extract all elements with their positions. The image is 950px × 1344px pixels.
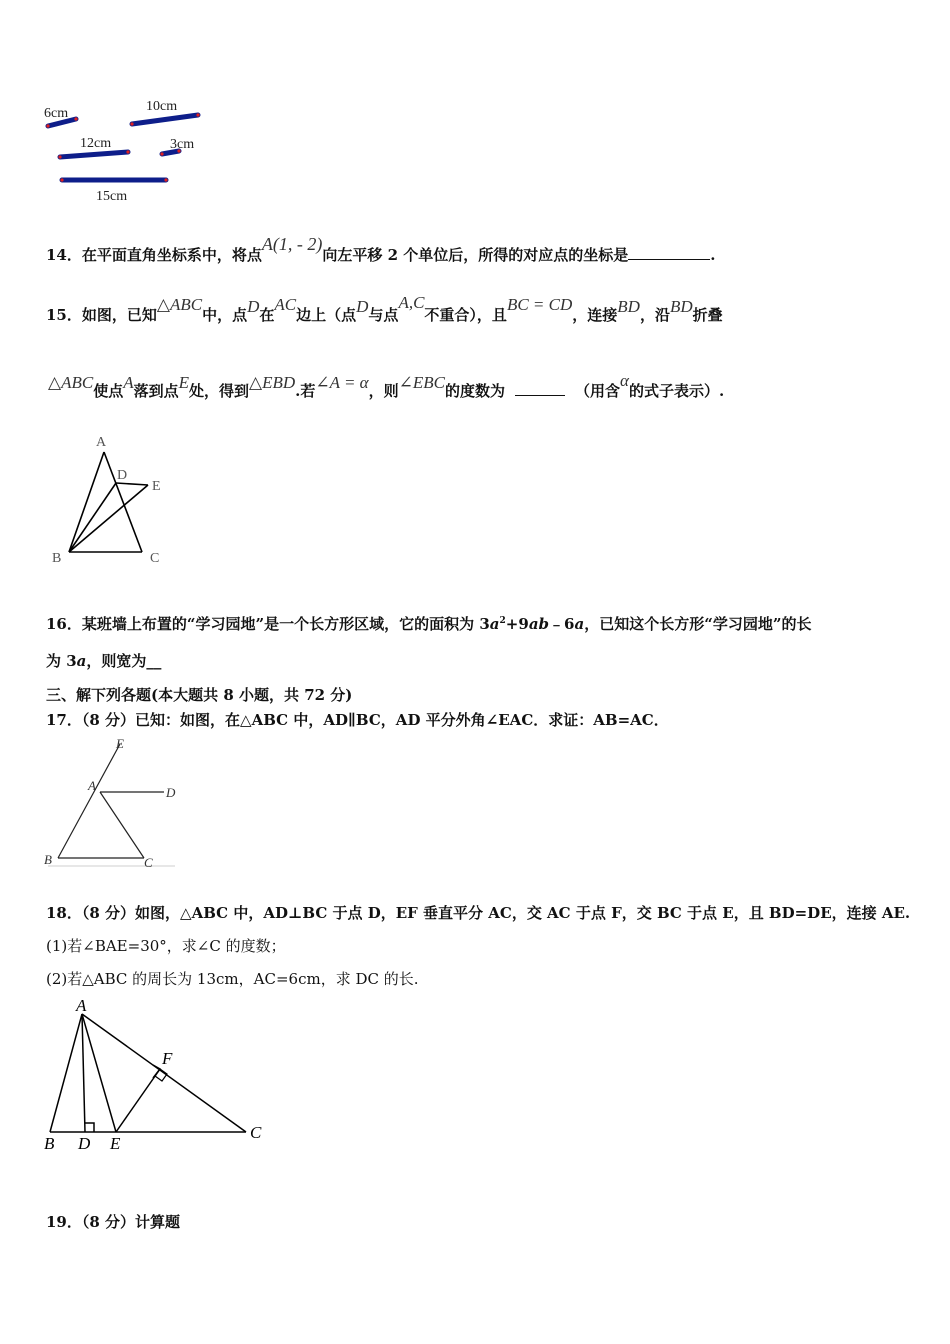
q14-point: A(1, - 2) [261,234,323,254]
q15-text-5: 与点 [368,306,399,324]
q15-text-3: 在 [259,306,275,324]
q15-text-1: 如图，已知 [81,306,157,324]
q15-angle-a-alpha: ∠A = α [315,373,369,392]
q16-text-5: 为 3 [46,652,77,670]
q15-point-e: E [178,373,189,392]
q16-text-6: ，则宽为__ [86,652,162,670]
figure-17-triangle [40,734,185,872]
question-18: 18．（8 分）如图，△ABC 中，AD⊥BC 于点 D，EF 垂直平分 AC，交 AC 于点 F，交 BC 于点 E，且 BD=DE，连接 AE. [46,904,911,922]
q15-point-a: A [123,373,134,392]
q15-text-16: （用含 [574,382,620,400]
q15-text-17: 的式子表示）. [628,382,725,400]
figure-15-triangle [44,430,174,570]
fig15-label-b: B [52,551,62,566]
q15-triangle-abc-2: △ABC [48,373,94,392]
q15-text-14: ，则 [368,382,399,400]
question-18-part-2: (2)若△ABC 的周长为 13cm，AC=6cm，求 DC 的长. [46,970,419,988]
q16-var-a-2: a [574,615,585,633]
q15-segment-bd-2: BD [669,297,693,316]
q16-var-a: a [489,615,500,633]
label-15cm: 15cm [96,189,128,204]
fig15-label-c: C [150,551,160,566]
q16-number: 16． [46,615,82,633]
label-3cm: 3cm [170,137,195,152]
question-16 [46,613,811,634]
q16-exponent: 2 [499,616,506,626]
q15-angle-ebc: ∠EBC [398,373,445,392]
q16-text-2: +9 [505,615,529,633]
q15-text-7: ，连接 [572,306,618,324]
fig18-label-e: E [110,1134,121,1153]
question-16-line-2 [46,650,161,671]
fig15-label-a: A [96,435,107,450]
q15-text-11: 落到点 [133,382,179,400]
fig18-label-c: C [250,1123,262,1142]
q16-text-4: ，已知这个长方形“学习园地”的长 [584,615,812,633]
q15-bc-equals-cd: BC = CD [506,295,573,314]
fig15-label-d: D [117,468,128,483]
q15-segment-bd: BD [617,297,640,316]
fig18-label-d: D [78,1134,91,1153]
fig17-label-c: C [144,855,153,870]
q14-answer-blank[interactable] [628,245,710,260]
q15-point-d: D [247,297,260,316]
q15-number: 15． [46,306,82,324]
q15-triangle-ebd: △EBD [249,373,296,392]
question-18-part-1: (1)若∠BAE=30°，求∠C 的度数； [46,937,286,955]
q15-answer-blank[interactable] [515,381,565,396]
q14-number: 14． [46,246,82,264]
segment-10cm [132,115,198,124]
q14-end: . [710,246,716,264]
q15-text-4: 边上（点 [296,306,357,324]
fig17-label-b: B [44,852,52,867]
q15-alpha: α [620,371,629,390]
q15-text-12: 处，得到 [189,382,250,400]
q15-text-8: ，沿 [639,306,670,324]
label-6cm: 6cm [44,106,69,121]
section-3-heading: 三、解下列各题(本大题共 8 小题，共 72 分) [46,686,353,704]
q16-var-a-3: a [76,652,87,670]
fig15-label-e: E [152,479,161,494]
q15-points-ac: A,C [398,293,425,312]
fig18-label-f: F [162,1049,173,1068]
label-12cm: 12cm [80,136,112,151]
q16-var-ab: ab [528,615,550,633]
question-15-line-2 [48,371,725,401]
question-19: 19．（8 分）计算题 [46,1213,181,1231]
fig18-label-b: B [44,1134,55,1153]
fig18-label-a: A [76,996,87,1015]
q15-text-15: 的度数为 [444,382,505,400]
q15-side-ac: AC [274,295,297,314]
q16-text-1: 某班墙上布置的“学习园地”是一个长方形区域，它的面积为 3 [81,615,490,633]
segments-figure [36,94,226,210]
label-10cm: 10cm [146,99,178,114]
q15-text-9: 折叠 [692,306,723,324]
figure-18-triangle [40,992,270,1154]
fig17-label-e: E [116,736,124,751]
fig17-label-a: A [88,778,96,793]
q14-text-1: 在平面直角坐标系中，将点 [81,246,262,264]
q15-triangle-abc: △ABC [156,295,203,314]
question-15 [46,293,723,325]
question-17: 17．（8 分）已知：如图，在△ABC 中，AD∥BC，AD 平分外角∠EAC．求证：AB=AC． [46,711,669,729]
q14-text-2: 向左平移 2 个单位后，所得的对应点的坐标是 [322,246,629,264]
fig17-label-d: D [166,785,176,800]
q15-text-10: 使点 [93,382,124,400]
q15-text-6: 不重合），且 [424,306,507,324]
q15-text-13: .若 [295,382,316,400]
q15-text-2: 中，点 [202,306,248,324]
question-14 [46,234,716,265]
q16-text-3: ﹣6 [549,615,575,633]
segment-12cm [60,152,128,157]
q15-point-d-2: D [356,297,369,316]
